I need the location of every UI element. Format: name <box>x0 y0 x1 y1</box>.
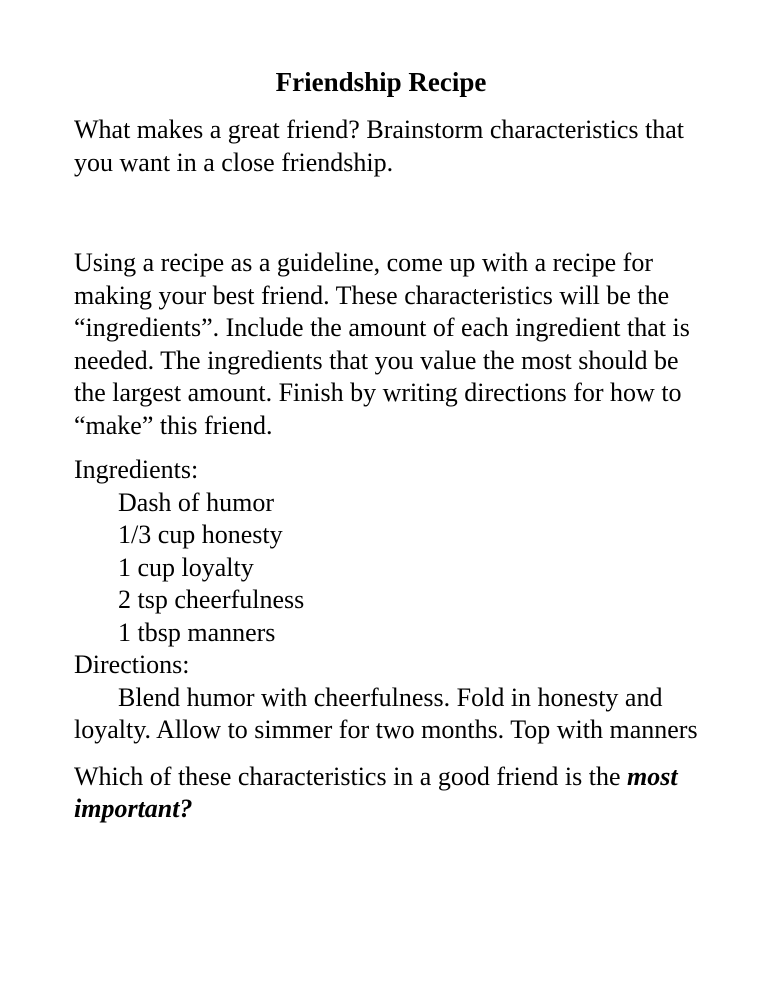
ingredient-item: Dash of humor <box>118 487 274 517</box>
ingredient-item: 1/3 cup honesty <box>118 520 283 549</box>
worksheet-page <box>74 64 714 826</box>
directions-text: Blend humor with cheerfulness. Fold in honesty and loyalty. Allow to simmer for two months. Top with manners <box>74 682 698 744</box>
intro-paragraph: What makes a great friend? Brainstorm characteristics that you want in a close friendship. <box>74 115 685 177</box>
page-title: Friendship Recipe <box>275 67 487 97</box>
closing-question <box>74 761 714 826</box>
question-emphasis: most important? <box>74 761 678 823</box>
question-text: Which of these characteristics in a good friend is the <box>74 761 628 791</box>
directions-label: Directions: <box>74 650 190 679</box>
instructions-paragraph: Using a recipe as a guideline, come up with a recipe for making your best friend. These characteristics will be the “ingredients”. Include the amount of each ingredient that is needed. The ingredients that you value the most should be the largest amount. Finish by writing directions for how to “make” this friend. <box>74 248 690 440</box>
ingredients-section <box>74 454 714 649</box>
ingredient-item: 2 tsp cheerfulness <box>118 585 305 614</box>
ingredient-item: 1 tbsp manners <box>118 617 276 647</box>
directions-section <box>74 649 714 747</box>
ingredients-label: Ingredients: <box>74 455 199 484</box>
ingredients-list <box>74 487 714 650</box>
ingredient-item: 1 cup loyalty <box>118 552 254 582</box>
